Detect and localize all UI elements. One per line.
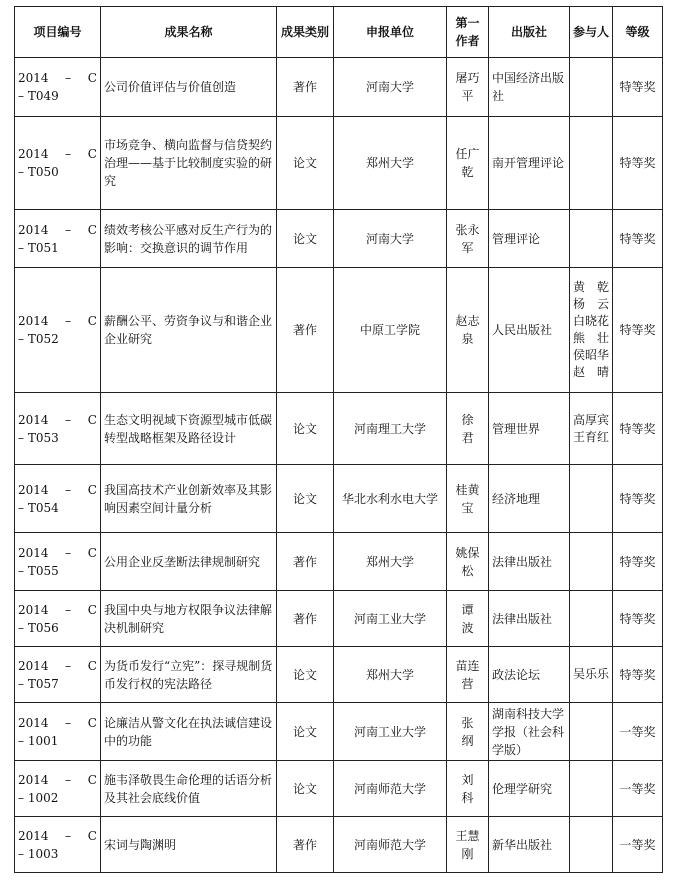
project-id-cell xyxy=(15,117,101,210)
author-cell xyxy=(447,533,489,591)
project-id-year: 2014 xyxy=(18,828,49,843)
author-cell xyxy=(447,647,489,703)
publisher-cell xyxy=(489,533,570,591)
unit-cell xyxy=(334,533,447,591)
grade-cell xyxy=(613,268,663,393)
publisher-cell xyxy=(489,268,570,393)
header-first-author: 第一作者 xyxy=(447,7,489,58)
table-row xyxy=(15,591,663,647)
category: 论文 xyxy=(292,231,317,246)
unit: 河南大学 xyxy=(365,231,414,246)
participant-name: 吴乐乐 xyxy=(573,667,610,681)
project-id-year: 2014 xyxy=(18,772,49,787)
project-id-letter: C xyxy=(87,412,97,427)
header-category: 成果类别 xyxy=(277,7,334,58)
first-author: 姚保松 xyxy=(455,545,480,578)
unit-cell xyxy=(334,761,447,817)
participants-cell xyxy=(570,210,613,268)
project-id-dash: – xyxy=(65,545,72,560)
category-cell xyxy=(277,465,334,533)
unit-cell xyxy=(334,117,447,210)
unit: 河南工业大学 xyxy=(353,611,426,626)
participants-cell xyxy=(570,268,613,393)
publisher-cell xyxy=(489,117,570,210)
project-id-letter: C xyxy=(87,482,97,497)
project-id-year: 2014 xyxy=(18,147,49,161)
project-id-letter: C xyxy=(87,545,97,560)
project-id-letter: C xyxy=(87,147,97,161)
result-name: 市场竞争、横向监督与信贷契约治理——基于比较制度实验的研究 xyxy=(104,138,273,188)
first-author: 赵志泉 xyxy=(455,314,480,346)
category-cell xyxy=(277,647,334,703)
project-id-code: – T050 xyxy=(18,165,59,179)
result-name-cell xyxy=(101,210,277,268)
category: 著作 xyxy=(292,837,317,852)
grade-cell xyxy=(613,117,663,210)
unit: 郑州大学 xyxy=(365,156,414,170)
unit: 河南师范大学 xyxy=(353,837,426,852)
author-cell xyxy=(447,210,489,268)
unit: 河南大学 xyxy=(365,80,414,94)
category: 著作 xyxy=(292,323,317,337)
category-cell xyxy=(277,117,334,210)
unit-cell xyxy=(334,817,447,873)
table-body xyxy=(15,58,663,873)
table-row xyxy=(15,533,663,591)
result-name: 生态文明视域下资源型城市低碳转型战略框架及路径设计 xyxy=(104,412,273,445)
grade: 特等奖 xyxy=(619,80,656,94)
table-row xyxy=(15,58,663,117)
unit: 河南工业大学 xyxy=(353,724,426,739)
category: 论文 xyxy=(292,156,317,170)
category: 著作 xyxy=(292,554,317,569)
result-name: 施韦泽敬畏生命伦理的话语分析及其社会底线价值 xyxy=(104,772,273,805)
category-cell xyxy=(277,58,334,117)
unit-cell xyxy=(334,465,447,533)
project-id-code: – T055 xyxy=(18,563,59,578)
publisher-cell xyxy=(489,817,570,873)
table-row xyxy=(15,703,663,761)
table-row xyxy=(15,647,663,703)
category-cell xyxy=(277,268,334,393)
unit: 郑州大学 xyxy=(365,554,414,569)
grade: 特等奖 xyxy=(619,156,656,170)
unit: 华北水利水电大学 xyxy=(341,491,438,506)
project-id-code: – T049 xyxy=(18,89,59,103)
participant-name: 王育红 xyxy=(573,429,610,444)
result-name-cell xyxy=(101,647,277,703)
grade-cell xyxy=(613,703,663,761)
author-cell xyxy=(447,268,489,393)
project-id-code: – 1002 xyxy=(18,790,59,805)
project-id-year: 2014 xyxy=(18,658,49,673)
project-id-code: – 1001 xyxy=(18,733,59,748)
table-row xyxy=(15,761,663,817)
participant-name: 赵 晴 xyxy=(573,365,610,379)
category: 著作 xyxy=(292,611,317,626)
grade-cell xyxy=(613,58,663,117)
project-id-letter: C xyxy=(87,658,97,673)
author-cell xyxy=(447,465,489,533)
grade: 特等奖 xyxy=(619,421,656,436)
publisher-cell xyxy=(489,703,570,761)
project-id-code: – 1003 xyxy=(18,846,59,861)
grade: 特等奖 xyxy=(619,611,656,626)
category: 论文 xyxy=(292,421,317,436)
first-author: 张永军 xyxy=(455,222,480,255)
publisher-cell xyxy=(489,210,570,268)
participant-name: 杨 云 xyxy=(573,297,610,311)
category-cell xyxy=(277,817,334,873)
first-author: 刘 科 xyxy=(461,772,486,805)
author-cell xyxy=(447,393,489,465)
category: 论文 xyxy=(292,667,317,682)
result-name-cell xyxy=(101,393,277,465)
unit: 郑州大学 xyxy=(365,667,414,682)
author-cell xyxy=(447,703,489,761)
result-name-cell xyxy=(101,268,277,393)
participants-cell xyxy=(570,117,613,210)
project-id-dash: – xyxy=(65,147,72,161)
unit: 河南师范大学 xyxy=(353,781,426,796)
category: 论文 xyxy=(292,724,317,739)
grade-cell xyxy=(613,761,663,817)
project-id-code: – T052 xyxy=(18,332,59,346)
publisher: 政法论坛 xyxy=(492,667,541,682)
project-id-letter: C xyxy=(87,772,97,787)
category: 著作 xyxy=(292,80,317,94)
participant-name: 侯昭华 xyxy=(573,348,610,362)
project-id-code: – T057 xyxy=(18,676,59,691)
project-id-cell xyxy=(15,591,101,647)
publisher-cell xyxy=(489,393,570,465)
header-publisher: 出版社 xyxy=(489,7,570,58)
category-cell xyxy=(277,591,334,647)
project-id-cell xyxy=(15,533,101,591)
participants-cell xyxy=(570,58,613,117)
project-id-cell xyxy=(15,393,101,465)
table-row xyxy=(15,393,663,465)
project-id-year: 2014 xyxy=(18,314,49,328)
grade-cell xyxy=(613,210,663,268)
result-name-cell xyxy=(101,817,277,873)
result-name-cell xyxy=(101,761,277,817)
participants-cell xyxy=(570,647,613,703)
author-cell xyxy=(447,761,489,817)
publisher: 新华出版社 xyxy=(492,837,553,852)
result-name: 我国中央与地方权限争议法律解决机制研究 xyxy=(104,602,273,635)
participants-cell xyxy=(570,591,613,647)
table-row xyxy=(15,465,663,533)
publisher: 南开管理评论 xyxy=(492,156,565,170)
participant-name: 白晓花 xyxy=(573,314,610,328)
table-row xyxy=(15,268,663,393)
grade: 特等奖 xyxy=(619,231,656,246)
participant-name: 高厚宾 xyxy=(573,412,610,427)
first-author: 张 纲 xyxy=(461,715,486,748)
project-id-year: 2014 xyxy=(18,715,49,730)
result-name: 绩效考核公平感对反生产行为的影响：交换意识的调节作用 xyxy=(104,222,273,255)
first-author: 谭 波 xyxy=(461,602,486,635)
publisher-cell xyxy=(489,465,570,533)
grade: 特等奖 xyxy=(619,491,656,506)
first-author: 屠巧平 xyxy=(455,71,480,103)
table-row xyxy=(15,210,663,268)
project-id-letter: C xyxy=(87,715,97,730)
publisher-cell xyxy=(489,647,570,703)
first-author: 任广乾 xyxy=(455,147,480,179)
publisher: 经济地理 xyxy=(492,491,541,506)
grade-cell xyxy=(613,817,663,873)
category-cell xyxy=(277,703,334,761)
publisher-cell xyxy=(489,591,570,647)
publisher: 人民出版社 xyxy=(492,323,553,337)
project-id-cell xyxy=(15,647,101,703)
project-id-cell xyxy=(15,465,101,533)
publisher: 管理世界 xyxy=(492,421,541,436)
first-author: 苗连营 xyxy=(455,658,480,691)
grade-cell xyxy=(613,533,663,591)
author-cell xyxy=(447,591,489,647)
project-id-dash: – xyxy=(65,71,72,85)
publisher: 伦理学研究 xyxy=(492,781,553,796)
participant-name: 熊 壮 xyxy=(573,331,610,345)
project-id-dash: – xyxy=(65,828,72,843)
category-cell xyxy=(277,533,334,591)
project-id-cell xyxy=(15,58,101,117)
grade: 特等奖 xyxy=(619,323,656,337)
publisher: 管理评论 xyxy=(492,231,541,246)
participants-cell xyxy=(570,393,613,465)
project-id-code: – T053 xyxy=(18,430,59,445)
project-id-letter: C xyxy=(87,222,97,237)
result-name-cell xyxy=(101,465,277,533)
publisher: 中国经济出版社 xyxy=(492,71,565,103)
unit-cell xyxy=(334,591,447,647)
unit-cell xyxy=(334,268,447,393)
unit: 河南理工大学 xyxy=(353,421,426,436)
project-id-year: 2014 xyxy=(18,222,49,237)
project-id-year: 2014 xyxy=(18,71,49,85)
participants-cell xyxy=(570,703,613,761)
grade-cell xyxy=(613,393,663,465)
result-name: 论廉洁从警文化在执法诚信建设中的功能 xyxy=(104,715,273,748)
project-id-code: – T051 xyxy=(18,240,59,255)
result-name-cell xyxy=(101,533,277,591)
header-result-name: 成果名称 xyxy=(101,7,277,58)
project-id-dash: – xyxy=(65,602,72,617)
project-id-year: 2014 xyxy=(18,545,49,560)
participants-cell xyxy=(570,761,613,817)
publisher-cell xyxy=(489,761,570,817)
project-id-letter: C xyxy=(87,314,97,328)
result-name: 薪酬公平、劳资争议与和谐企业企业研究 xyxy=(104,314,273,346)
grade-cell xyxy=(613,647,663,703)
project-id-cell xyxy=(15,268,101,393)
project-id-code: – T054 xyxy=(18,500,59,515)
participants-cell xyxy=(570,533,613,591)
first-author: 桂黄宝 xyxy=(455,482,480,515)
category-cell xyxy=(277,393,334,465)
grade-cell xyxy=(613,465,663,533)
grade: 一等奖 xyxy=(619,781,656,796)
result-name: 公用企业反垄断法律规制研究 xyxy=(104,554,261,569)
grade-cell xyxy=(613,591,663,647)
publisher: 法律出版社 xyxy=(492,554,553,569)
project-id-letter: C xyxy=(87,828,97,843)
author-cell xyxy=(447,117,489,210)
header-participants: 参与人 xyxy=(570,7,613,58)
author-cell xyxy=(447,817,489,873)
participant-name: 黄 乾 xyxy=(573,280,610,294)
project-id-dash: – xyxy=(65,482,72,497)
table-row xyxy=(15,817,663,873)
awards-table xyxy=(14,6,663,873)
unit-cell xyxy=(334,703,447,761)
project-id-letter: C xyxy=(87,71,97,85)
table-row xyxy=(15,117,663,210)
unit-cell xyxy=(334,393,447,465)
project-id-cell xyxy=(15,761,101,817)
project-id-dash: – xyxy=(65,715,72,730)
publisher-cell xyxy=(489,58,570,117)
category: 论文 xyxy=(292,781,317,796)
project-id-dash: – xyxy=(65,772,72,787)
category-cell xyxy=(277,210,334,268)
result-name: 我国高技术产业创新效率及其影响因素空间计量分析 xyxy=(104,482,273,515)
result-name-cell xyxy=(101,58,277,117)
result-name-cell xyxy=(101,703,277,761)
header-project-id: 项目编号 xyxy=(15,7,101,58)
first-author: 王慧刚 xyxy=(455,828,480,861)
unit-cell xyxy=(334,210,447,268)
category-cell xyxy=(277,761,334,817)
category: 论文 xyxy=(292,491,317,506)
project-id-year: 2014 xyxy=(18,412,49,427)
grade: 特等奖 xyxy=(619,667,656,682)
grade: 一等奖 xyxy=(619,724,656,739)
publisher: 法律出版社 xyxy=(492,611,553,626)
result-name: 宋词与陶渊明 xyxy=(104,837,177,852)
project-id-cell xyxy=(15,210,101,268)
project-id-dash: – xyxy=(65,658,72,673)
result-name-cell xyxy=(101,117,277,210)
project-id-cell xyxy=(15,817,101,873)
project-id-dash: – xyxy=(65,412,72,427)
grade: 一等奖 xyxy=(619,837,656,852)
project-id-year: 2014 xyxy=(18,482,49,497)
result-name: 公司价值评估与价值创造 xyxy=(104,80,237,94)
header-unit: 申报单位 xyxy=(334,7,447,58)
project-id-dash: – xyxy=(65,314,72,328)
publisher: 湖南科技大学学报（社会科学版） xyxy=(492,706,565,757)
project-id-letter: C xyxy=(87,602,97,617)
participants-cell xyxy=(570,817,613,873)
project-id-code: – T056 xyxy=(18,620,59,635)
project-id-dash: – xyxy=(65,222,72,237)
result-name-cell xyxy=(101,591,277,647)
unit-cell xyxy=(334,58,447,117)
header-row xyxy=(15,7,663,58)
unit: 中原工学院 xyxy=(359,323,420,337)
result-name: 为货币发行“立宪”：探寻规制货币发行权的宪法路径 xyxy=(104,658,273,691)
author-cell xyxy=(447,58,489,117)
grade: 特等奖 xyxy=(619,554,656,569)
project-id-year: 2014 xyxy=(18,602,49,617)
participants-cell xyxy=(570,465,613,533)
unit-cell xyxy=(334,647,447,703)
project-id-cell xyxy=(15,703,101,761)
first-author: 徐 君 xyxy=(461,412,486,445)
header-grade: 等级 xyxy=(613,7,663,58)
